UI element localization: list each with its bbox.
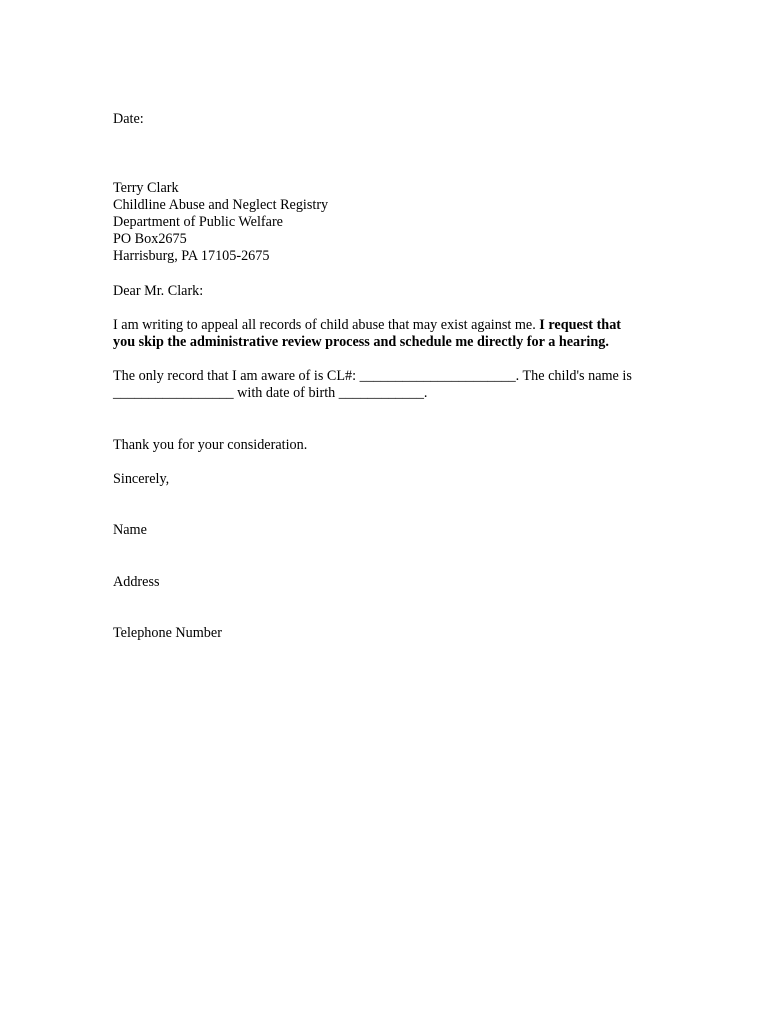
recipient-city-state-zip: Harrisburg, PA 17105-2675 — [113, 248, 270, 264]
child-name-dob-line: _________________ with date of birth ____________. — [113, 385, 428, 401]
closing: Sincerely, — [113, 471, 170, 487]
record-cl-number-line: The only record that I am aware of is CL#: ______________________. The child's name is — [113, 368, 632, 384]
signature-name-placeholder: Name — [113, 522, 147, 538]
salutation: Dear Mr. Clark: — [113, 283, 204, 299]
recipient-name: Terry Clark — [113, 180, 179, 196]
date-label: Date: — [113, 111, 144, 127]
recipient-department: Department of Public Welfare — [113, 214, 283, 230]
appeal-text: I am writing to appeal all records of child abuse that may exist against me. — [113, 317, 540, 333]
recipient-organization: Childline Abuse and Neglect Registry — [113, 197, 329, 213]
signature-telephone-placeholder: Telephone Number — [113, 625, 222, 641]
thank-you-line: Thank you for your consideration. — [113, 437, 308, 453]
hearing-request-text: I request that — [539, 317, 622, 333]
recipient-address-block — [113, 180, 653, 265]
record-details-paragraph — [113, 368, 653, 402]
recipient-po-box: PO Box2675 — [113, 231, 187, 247]
hearing-request-text-continued: you skip the administrative review process and schedule me directly for a hearing. — [113, 334, 609, 350]
appeal-paragraph — [113, 317, 653, 351]
signature-address-placeholder: Address — [113, 574, 160, 590]
